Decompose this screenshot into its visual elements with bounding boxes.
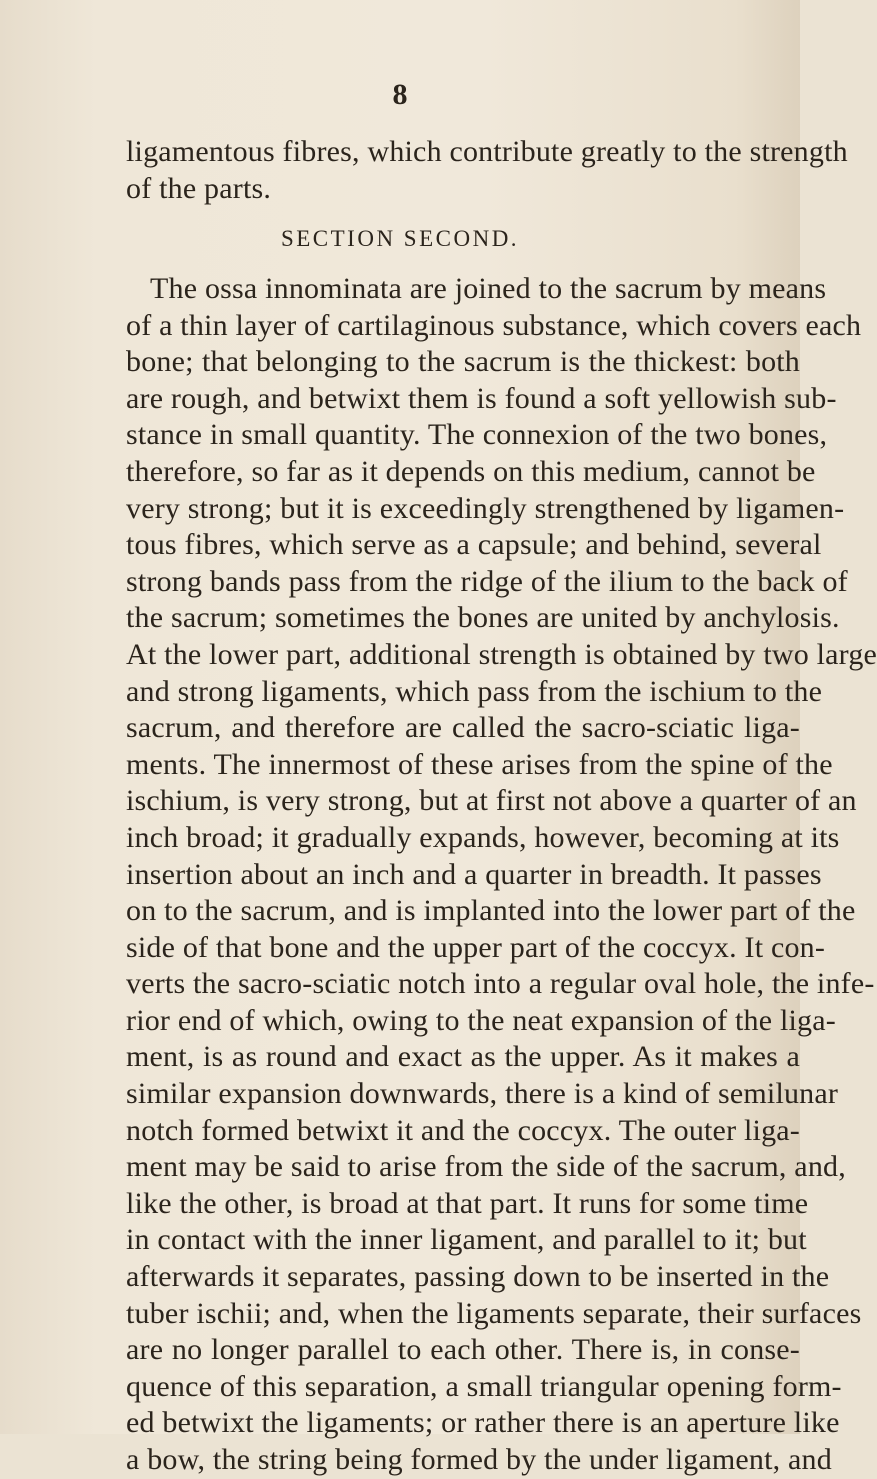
text-line: are rough, and betwixt them is found a soft yellowish sub- [126,381,837,415]
text-line: quence of this separation, a small triangular opening form- [126,1369,842,1403]
text-line: of the parts. [126,171,272,205]
text-line: afterwards it separates, passing down to be inserted in the [126,1260,830,1294]
text-line: sacrum, and therefore are called the sacro-sciatic liga- [126,711,800,745]
text-line: The ossa innominata are joined to the sacrum by means [150,272,827,305]
text-line: ment, is as round and exact as the upper. As it makes a [126,1040,800,1074]
text-line: tuber ischii; and, when the ligaments separate, their surfaces [126,1296,862,1330]
text-line: stance in small quantity. The connexion of the two bones, [126,418,828,452]
text-line: like the other, is broad at that part. It runs for some time [126,1186,809,1220]
text-line: ischium, is very strong, but at first not above a quarter of an [126,784,857,818]
text-line: strong bands pass from the ridge of the ilium to the back of [126,564,848,598]
text-line: the sacrum; sometimes the bones are united by anchylosis. [126,601,840,635]
text-line: rior end of which, owing to the neat expansion of the liga- [126,1003,836,1037]
text-line: ments. The innermost of these arises from the spine of the [126,747,833,781]
text-line: ligamentous fibres, which contribute greatly to the strength [126,135,848,168]
section-heading: SECTION SECOND. [280,226,520,251]
text-line: tous fibres, which serve as a capsule; and behind, several [126,528,822,562]
text-line: and strong ligaments, which pass from the ischium to the [126,674,823,708]
page-number: 8 [392,78,408,111]
text-line: are no longer parallel to each other. There is, in conse- [126,1333,800,1367]
text-line: of a thin layer of cartilaginous substance, which covers each [126,308,862,342]
text-line: similar expansion downwards, there is a kind of semilunar [126,1077,839,1111]
text-line: therefore, so far as it depends on this medium, cannot be [126,454,816,488]
text-line: inch broad; it gradually expands, however, becoming at its [126,820,840,854]
text-line: At the lower part, additional strength is obtained by two large [126,637,877,671]
text-line: notch formed betwixt it and the coccyx. The outer liga- [126,1113,800,1147]
main-paragraph [126,271,877,1479]
text-line: ment may be said to arise from the side of the sacrum, and, [126,1150,846,1184]
text-line: insertion about an inch and a quarter in breadth. It passes [126,857,822,891]
text-line: very strong; but it is exceedingly strengthened by ligamen- [126,491,845,525]
continued-paragraph [126,134,848,207]
text-line: a bow, the string being formed by the under ligament, and [126,1443,832,1476]
text-line: ed betwixt the ligaments; or rather there is an aperture like [126,1406,840,1440]
text-line: on to the sacrum, and is implanted into the lower part of the [126,894,856,928]
text-line: in contact with the inner ligament, and parallel to it; but [126,1223,807,1257]
text-line: side of that bone and the upper part of the coccyx. It con- [126,930,826,964]
text-line: bone; that belonging to the sacrum is the thickest: both [126,345,800,379]
text-line: verts the sacro-sciatic notch into a regular oval hole, the infe- [126,967,875,1001]
